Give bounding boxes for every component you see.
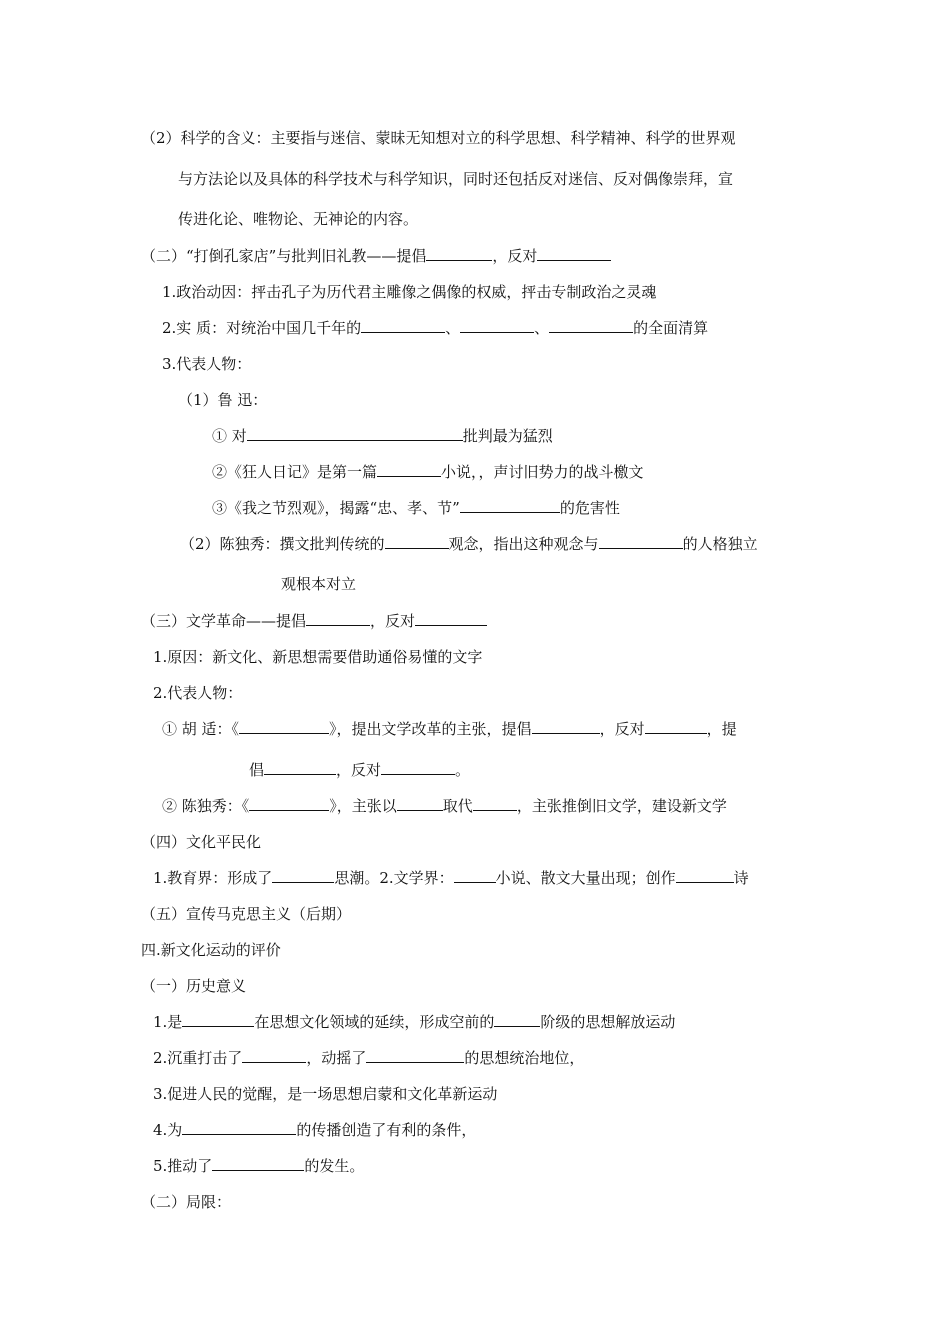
luxun-point-1: ① 对 批判最为猛烈 bbox=[212, 427, 553, 445]
item-representatives-2: 2.代表人物： bbox=[153, 684, 243, 702]
fill-blank[interactable] bbox=[473, 796, 517, 811]
fill-blank[interactable] bbox=[182, 1012, 254, 1027]
para-science-line2: 与方法论以及具体的科学技术与科学知识，同时还包括反对迷信、反对偶像崇拜，宣 bbox=[178, 170, 734, 188]
heading-marxism: （五）宣传马克思主义（后期） bbox=[141, 905, 352, 923]
item-reason: 1.原因：新文化、新思想需要借助通俗易懂的文字 bbox=[153, 648, 483, 666]
fill-blank[interactable] bbox=[385, 534, 449, 549]
chenduxiu-literature: ② 陈独秀：《 》，主张以 取代 ，主张推倒旧文学，建设新文学 bbox=[162, 797, 727, 815]
heading-literary-revolution: （三）文学革命——提倡 ，反对 bbox=[141, 611, 487, 631]
fill-blank[interactable] bbox=[415, 611, 487, 626]
fill-blank[interactable] bbox=[212, 1156, 304, 1171]
fill-blank[interactable] bbox=[426, 246, 492, 261]
significance-2: 2.沉重打击了 ，动摇了 的思想统治地位， bbox=[153, 1049, 585, 1067]
para-science-line1: （2）科学的含义：主要指与迷信、蒙昧无知想对立的科学思想、科学精神、科学的世界观 bbox=[141, 129, 736, 147]
para-science-line3: 传进化论、唯物论、无神论的内容。 bbox=[178, 210, 419, 228]
fill-blank[interactable] bbox=[397, 796, 443, 811]
heading-popularization: （四）文化平民化 bbox=[141, 833, 262, 851]
fill-blank[interactable] bbox=[537, 246, 611, 261]
significance-1: 1.是 在思想文化领域的延续，形成空前的 阶级的思想解放运动 bbox=[153, 1013, 676, 1031]
fill-blank[interactable] bbox=[306, 611, 370, 626]
fill-blank[interactable] bbox=[381, 760, 455, 775]
fill-blank[interactable] bbox=[272, 868, 334, 883]
fill-blank[interactable] bbox=[361, 318, 445, 333]
fill-blank[interactable] bbox=[247, 426, 463, 441]
fill-blank[interactable] bbox=[366, 1048, 464, 1063]
subitem-luxun: （1）鲁 迅： bbox=[178, 391, 268, 409]
hushi-line1: ① 胡 适：《 》，提出文学改革的主张，提倡 ，反对 ，提 bbox=[162, 720, 737, 738]
luxun-point-2: ②《狂人日记》是第一篇 小说，，声讨旧势力的战斗檄文 bbox=[212, 463, 644, 481]
fill-blank[interactable] bbox=[264, 760, 336, 775]
significance-5: 5.推动了 的发生。 bbox=[153, 1157, 365, 1175]
heading-historical-significance: （一）历史意义 bbox=[141, 977, 247, 995]
fill-blank[interactable] bbox=[532, 719, 600, 734]
fill-blank[interactable] bbox=[182, 1120, 296, 1135]
fill-blank[interactable] bbox=[454, 868, 496, 883]
chenduxiu-continuation: 观根本对立 bbox=[281, 575, 357, 593]
significance-4: 4.为 的传播创造了有利的条件， bbox=[153, 1121, 477, 1139]
fill-blank[interactable] bbox=[645, 719, 707, 734]
heading-limitations: （二）局限： bbox=[141, 1193, 232, 1211]
item-essence: 2.实 质：对统治中国几千年的 、 、 的全面清算 bbox=[162, 319, 709, 337]
fill-blank[interactable] bbox=[599, 534, 683, 549]
fill-blank[interactable] bbox=[242, 1048, 306, 1063]
item-political-motive: 1.政治动因：抨击孔子为历代君主雕像之偶像的权威，抨击专制政治之灵魂 bbox=[162, 283, 657, 301]
fill-blank[interactable] bbox=[249, 796, 329, 811]
luxun-point-3: ③《我之节烈观》，揭露“忠、孝、节” 的危害性 bbox=[212, 499, 620, 517]
heading-confucius: （二）“打倒孔家店”与批判旧礼教——提倡 ，反对 bbox=[141, 246, 611, 266]
heading-evaluation: 四.新文化运动的评价 bbox=[141, 941, 281, 959]
fill-blank[interactable] bbox=[239, 719, 329, 734]
fill-blank[interactable] bbox=[676, 868, 734, 883]
fill-blank[interactable] bbox=[377, 462, 441, 477]
fill-blank[interactable] bbox=[494, 1012, 540, 1027]
item-education-literature: 1.教育界：形成了 思潮。2.文学界： 小说、散文大量出现；创作 诗 bbox=[153, 869, 749, 887]
subitem-chenduxiu: （2）陈独秀：撰文批判传统的 观念，指出这种观念与 的人格独立 bbox=[180, 535, 758, 553]
fill-blank[interactable] bbox=[549, 318, 633, 333]
hushi-line2: 倡 ，反对 。 bbox=[249, 761, 471, 779]
fill-blank[interactable] bbox=[460, 498, 560, 513]
fill-blank[interactable] bbox=[460, 318, 534, 333]
significance-3: 3.促进人民的觉醒，是一场思想启蒙和文化革新运动 bbox=[153, 1085, 498, 1103]
item-representatives: 3.代表人物： bbox=[162, 355, 252, 373]
